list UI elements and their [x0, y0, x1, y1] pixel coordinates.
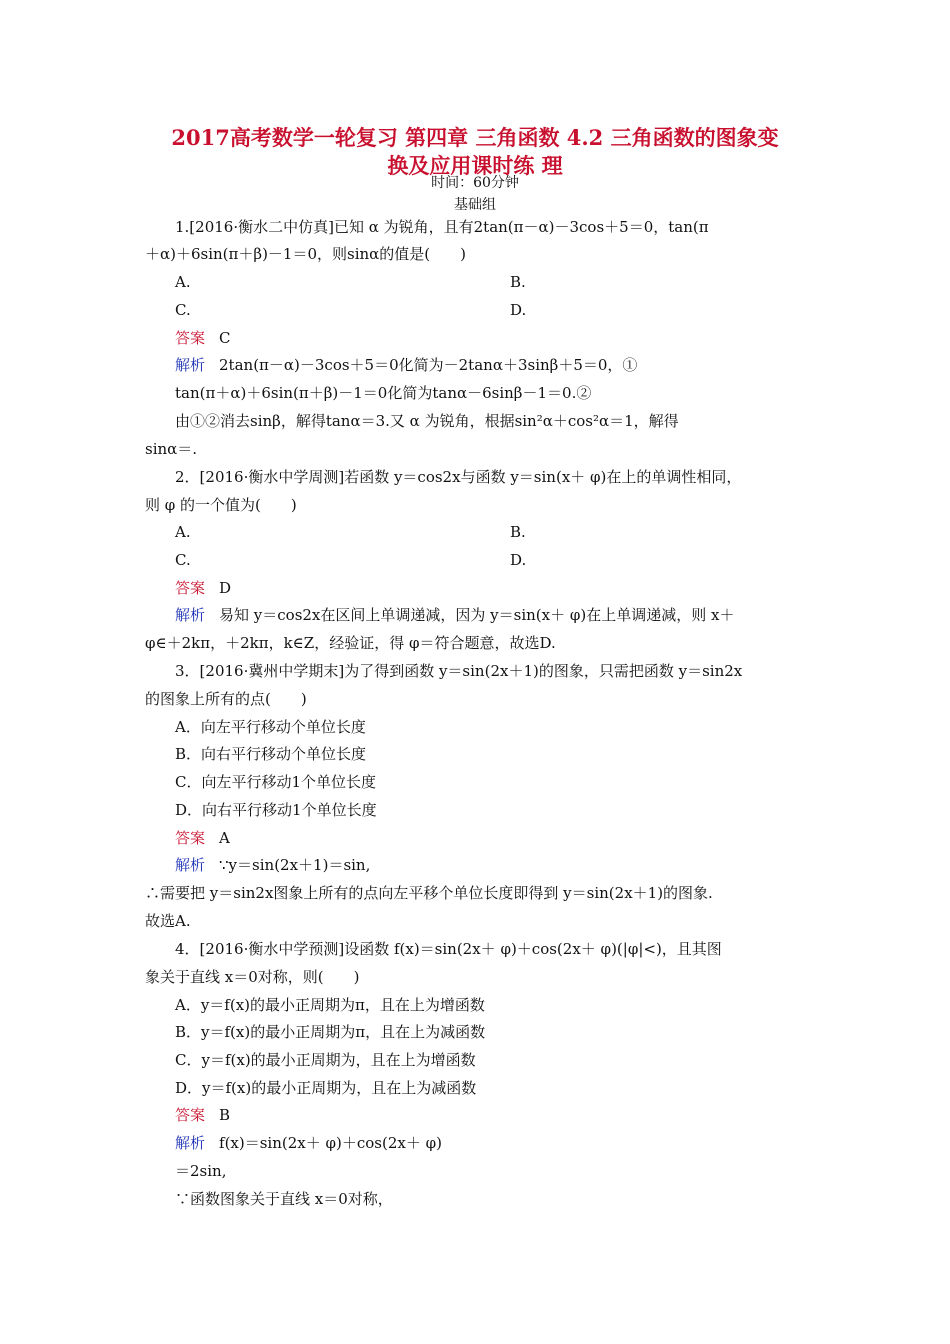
explanation-label: 解析: [175, 356, 206, 374]
q2-option-b: B.: [510, 523, 526, 541]
q1-option-d: D.: [510, 301, 527, 319]
q3-explanation-line-1: [175, 854, 370, 876]
time-limit: 时间：60分钟: [431, 175, 519, 191]
q3-stem-line-1: 3．[2016·冀州中学期末]为了得到函数 y＝sin(2x＋1)的图象，只需把函数 y＝sin2x: [175, 662, 743, 680]
q2-stem-line-2: 则 φ 的一个值为( ): [145, 496, 297, 514]
q1-explanation-line-1: [175, 354, 637, 376]
answer-value: C: [219, 329, 231, 347]
answer-value: B: [219, 1106, 231, 1124]
q4-option-d: D．y＝f(x)的最小正周期为，且在上为减函数: [175, 1079, 477, 1097]
q2-answer: [175, 577, 231, 599]
q1-answer: [175, 327, 231, 349]
explanation-text: ∵y＝sin(2x＋1)＝sin,: [219, 856, 371, 874]
q1-option-b: B.: [510, 273, 526, 291]
q4-stem-line-1: 4．[2016·衡水中学预测]设函数 f(x)＝sin(2x＋ φ)＋cos(2x＋ φ)(|φ|<)，且其图: [175, 940, 722, 958]
q3-option-a: A．向左平行移动个单位长度: [175, 718, 366, 736]
q3-option-b: B．向右平行移动个单位长度: [175, 745, 367, 763]
q2-option-a: A.: [175, 523, 191, 541]
q4-option-b: B．y＝f(x)的最小正周期为π，且在上为减函数: [175, 1023, 486, 1041]
explanation-label: 解析: [175, 856, 206, 874]
q1-stem-line-1: 1.[2016·衡水二中仿真]已知 α 为锐角，且有2tan(π－α)－3cos＋5＝0，tan(π: [175, 218, 709, 236]
q4-answer: [175, 1104, 230, 1126]
q3-answer: [175, 827, 230, 849]
q3-option-c: C．向左平行移动1个单位长度: [175, 773, 377, 791]
title-line-1: 2017高考数学一轮复习 第四章 三角函数 4.2 三角函数的图象变: [171, 125, 779, 150]
explanation-text: f(x)＝sin(2x＋ φ)＋cos(2x＋ φ): [219, 1134, 442, 1152]
answer-label: 答案: [175, 1106, 206, 1124]
q3-stem-line-2: 的图象上所有的点( ): [145, 690, 307, 708]
q1-explanation-line-2: tan(π＋α)＋6sin(π＋β)－1＝0化简为tanα－6sinβ－1＝0.②: [175, 384, 592, 402]
q1-stem-line-2: ＋α)＋6sin(π＋β)－1＝0，则sinα的值是( ): [145, 245, 466, 263]
explanation-label: 解析: [175, 1134, 206, 1152]
q3-explanation-line-3: 故选A.: [145, 912, 191, 930]
explanation-text: 易知 y＝cos2x在区间上单调递减，因为 y＝sin(x＋ φ)在上单调递减，则 x＋: [219, 606, 735, 624]
q3-explanation-line-2: ∴需要把 y＝sin2x图象上所有的点向左平移个单位长度即得到 y＝sin(2x＋1)的图象.: [145, 884, 713, 902]
q2-stem-line-1: 2．[2016·衡水中学周测]若函数 y＝cos2x与函数 y＝sin(x＋ φ)在上的单调性相同，: [175, 468, 742, 486]
q2-explanation-line-2: φ∈＋2kπ，＋2kπ，k∈Z，经验证，得 φ＝符合题意，故选D.: [145, 634, 556, 652]
answer-label: 答案: [175, 329, 206, 347]
explanation-text: 2tan(π－α)－3cos＋5＝0化简为－2tanα＋3sinβ＋5＝0，①: [219, 356, 638, 374]
q2-option-c: C.: [175, 551, 191, 569]
explanation-label: 解析: [175, 606, 206, 624]
q4-explanation-line-2: ＝2sin,: [175, 1162, 227, 1180]
answer-label: 答案: [175, 579, 206, 597]
answer-value: A: [219, 829, 230, 847]
q1-option-c: C.: [175, 301, 191, 319]
group-heading: 基础组: [454, 197, 496, 213]
q4-explanation-line-3: ∵函数图象关于直线 x＝0对称，: [175, 1190, 393, 1208]
q2-option-d: D.: [510, 551, 527, 569]
answer-value: D: [219, 579, 232, 597]
q1-option-a: A.: [175, 273, 191, 291]
q4-stem-line-2: 象关于直线 x＝0对称，则( ): [145, 968, 360, 986]
answer-label: 答案: [175, 829, 206, 847]
q1-explanation-line-4: sinα＝.: [145, 440, 198, 458]
q3-option-d: D．向右平行移动1个单位长度: [175, 801, 377, 819]
title-line-2: 换及应用课时练 理: [387, 153, 563, 178]
q1-explanation-line-3: 由①②消去sinβ，解得tanα＝3.又 α 为锐角，根据sin²α＋cos²α＝1，解得: [175, 412, 679, 430]
q4-explanation-line-1: [175, 1132, 442, 1154]
q4-option-c: C．y＝f(x)的最小正周期为，且在上为增函数: [175, 1051, 476, 1069]
q4-option-a: A．y＝f(x)的最小正周期为π，且在上为增函数: [175, 996, 485, 1014]
q2-explanation-line-1: [175, 604, 734, 626]
